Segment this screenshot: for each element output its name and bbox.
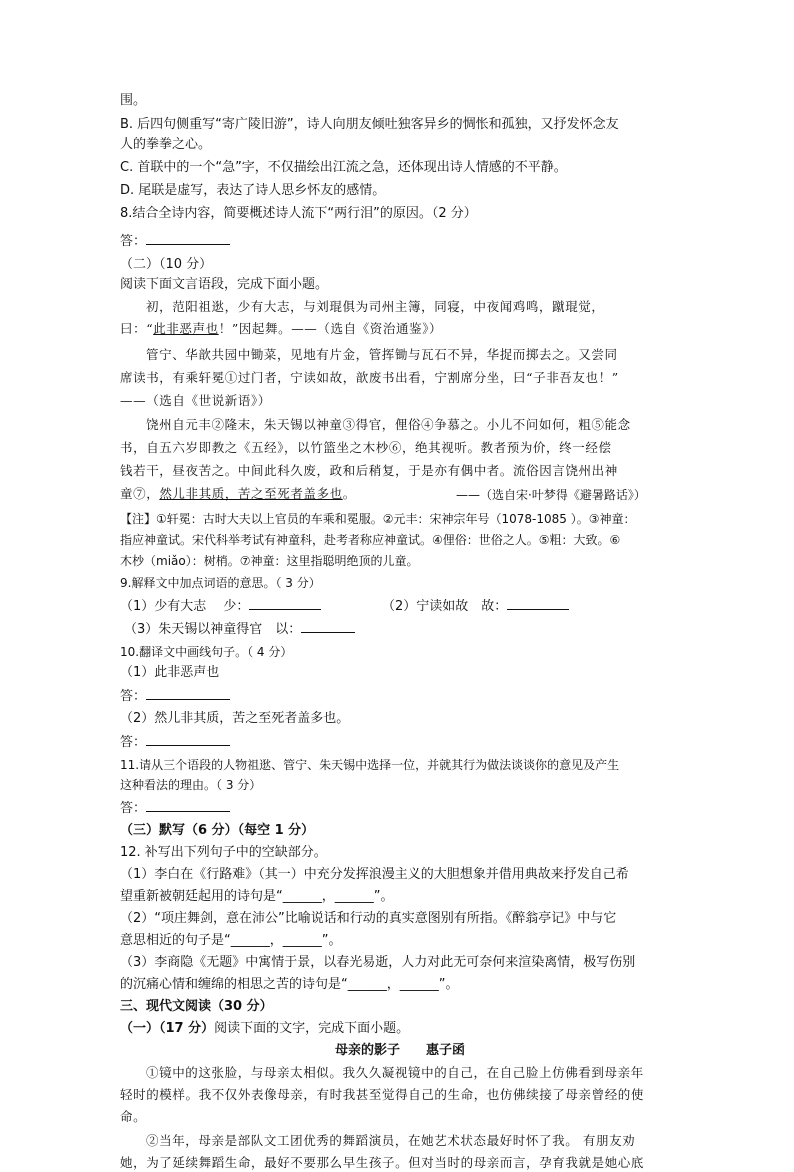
answer-line: 答：	[120, 732, 230, 752]
dictation-item-2-cont: 意思相近的句子是“______，______”。	[120, 933, 342, 948]
annotation-line: 【注】①轩冕：古时大夫以上官员的车乘和冕服。②元丰：宋神宗年号（1078-1085 ）。③神童：	[120, 512, 636, 526]
section-title-dictation: （三）默写（6 分）（每空 1 分）	[120, 823, 315, 838]
question-10-2: （2）然儿非其质，苦之至死者盖多也。	[120, 711, 350, 726]
dictation-item-1: （1）李白在《行路难》（其一）中充分发挥浪漫主义的大胆想象并借用典故来抒发自己希	[120, 867, 629, 882]
option-c: C. 首联中的一个“急”字，不仅描绘出江流之急，还体现出诗人情感的不平静。	[120, 160, 567, 175]
option-b-cont: 人的拳拳之心。	[120, 137, 212, 152]
answer-line-8	[120, 231, 230, 251]
text-line: 围。	[120, 93, 147, 108]
option-d: D. 尾联是虚写，表达了诗人思乡怀友的感情。	[120, 183, 386, 198]
passage-2-line: 席读书，有乘轩冕①过门者，宁读如故，歆废书出看，宁割席分坐，曰“子非吾友也！”	[120, 370, 619, 385]
underlined-sentence: 然儿非其质，苦之至死者盖多也	[159, 486, 343, 501]
answer-blank[interactable]	[146, 798, 230, 812]
dictation-item-3-cont: 的沉痛心情和缠绵的相思之苦的诗句是“______，______”。	[120, 977, 459, 992]
answer-blank[interactable]	[301, 619, 355, 633]
article-title: 母亲的影子	[334, 1043, 400, 1058]
annotation-line: 木杪（miǎo）：树梢。⑦神童：这里指聪明绝顶的儿童。	[120, 554, 419, 568]
article-paragraph-line: ①镜中的这张脸，与母亲太相似。我久久凝视镜中的自己，在自己脸上仿佛看到母亲年	[146, 1065, 644, 1080]
passage-2-source: ——（选自《世说新语》）	[120, 393, 271, 408]
answer-blank[interactable]	[146, 686, 230, 700]
passage-1-line: 曰：“此非恶声也！”因起舞。——（选自《资治通鉴》）	[120, 321, 443, 336]
underlined-sentence: 此非恶声也	[153, 321, 219, 336]
question-10: 10.翻译文中画线句子。（ 4 分）	[120, 645, 293, 659]
question-11: 11.请从三个语段的人物祖逖、管宁、朱天锡中选择一位，并就其行为做法谈谈你的意见及产生	[120, 758, 620, 772]
passage-3-line: 钱若干，昼夜苦之。中间此科久废，政和后稍复，于是亦有偶中者。流俗因言饶州出神	[120, 463, 618, 478]
article-paragraph-line: 她，为了延续舞蹈生命，最好不要那么早生孩子。但对当时的母亲而言，孕育我就是她心底	[120, 1155, 645, 1170]
passage-3-source: ——（选自宋·叶梦得《避暑路话》）	[456, 488, 646, 502]
question-8: 8.结合全诗内容，简要概述诗人流下“两行泪”的原因。（2 分）	[120, 206, 477, 221]
article-author: 惠子函	[426, 1043, 466, 1058]
answer-blank[interactable]	[249, 596, 321, 610]
answer-label: 答：	[120, 234, 147, 249]
question-9: 9.解释文中加点词语的意思。（ 3 分）	[120, 576, 321, 590]
classical-intro: 阅读下面文言语段，完成下面小题。	[120, 277, 329, 292]
article-heading	[120, 1042, 680, 1060]
dictation-item-3: （3）李商隐《无题》中寓情于景，以春光易逝，人力对此无可奈何来渲染离情，极写伤别	[120, 955, 636, 970]
passage-3-line: 童⑦，然儿非其质，苦之至死者盖多也。	[120, 486, 356, 501]
dictation-item-1-cont: 望重新被朝廷起用的诗句是“______，______”。	[120, 889, 394, 904]
option-b: B. 后四句侧重写“寄广陵旧游”，诗人向朋友倾吐独客异乡的惆怅和孤独，又抒发怀念友	[120, 117, 619, 132]
article-paragraph-line: ②当年，母亲是部队文工团优秀的舞蹈演员，在她艺术状态最好时怀了我。 有朋友劝	[146, 1133, 636, 1148]
section-title-modern: 三、现代文阅读（30 分）	[120, 999, 273, 1014]
section-title-classical: （二）（10 分）	[120, 257, 213, 272]
question-11-cont: 这种看法的理由。（ 3 分）	[120, 778, 262, 792]
question-9-3: （3）朱天锡以神童得官 以：	[124, 619, 355, 639]
answer-line: 答：	[120, 798, 230, 818]
passage-3-line: 书，自五六岁即教之《五经》，以竹篮坐之木杪⑥，绝其视听。教者预为价，终一经偿	[120, 440, 612, 455]
answer-line: 答：	[120, 686, 230, 706]
passage-2-line: 管宁、华歆共园中锄菜，见地有片金，管挥锄与瓦石不异，华捉而掷去之。又尝同	[146, 347, 618, 362]
passage-3-line: 饶州自元丰②隆末，朱天锡以神童③得官，俚俗④争慕之。小儿不问如何，粗⑤能念	[146, 417, 631, 432]
modern-subsection: （一）（17 分）阅读下面的文字，完成下面小题。	[120, 1021, 410, 1036]
answer-blank[interactable]	[507, 596, 569, 610]
article-paragraph-line: 轻时的模样。我不仅外表像母亲，有时我甚至觉得自己的生命，也仿佛续接了母亲曾经的使	[120, 1087, 645, 1102]
question-12: 12. 补写出下列句子中的空缺部分。	[120, 845, 327, 860]
passage-1-line: 初，范阳祖逖，少有大志，与刘琨俱为司州主簿，同寝，中夜闻鸡鸣，蹴琨觉，	[146, 299, 605, 314]
answer-blank[interactable]	[146, 732, 230, 746]
question-9-1: （1）少有大志 少：	[120, 596, 321, 616]
article-paragraph-line: 命。	[120, 1109, 147, 1124]
answer-blank[interactable]	[146, 231, 230, 245]
question-9-2: （2）宁读如故 故：	[382, 596, 569, 616]
dictation-item-2: （2）“项庄舞剑，意在沛公”比喻说话和行动的真实意图别有所指。《醉翁亭记》中与它	[120, 911, 617, 926]
annotation-line: 指应神童试。宋代科举考试有神童科，赴考者称应神童试。④俚俗：世俗之人。⑤粗：大致。⑥	[120, 533, 621, 547]
question-10-1: （1）此非恶声也	[120, 665, 220, 680]
